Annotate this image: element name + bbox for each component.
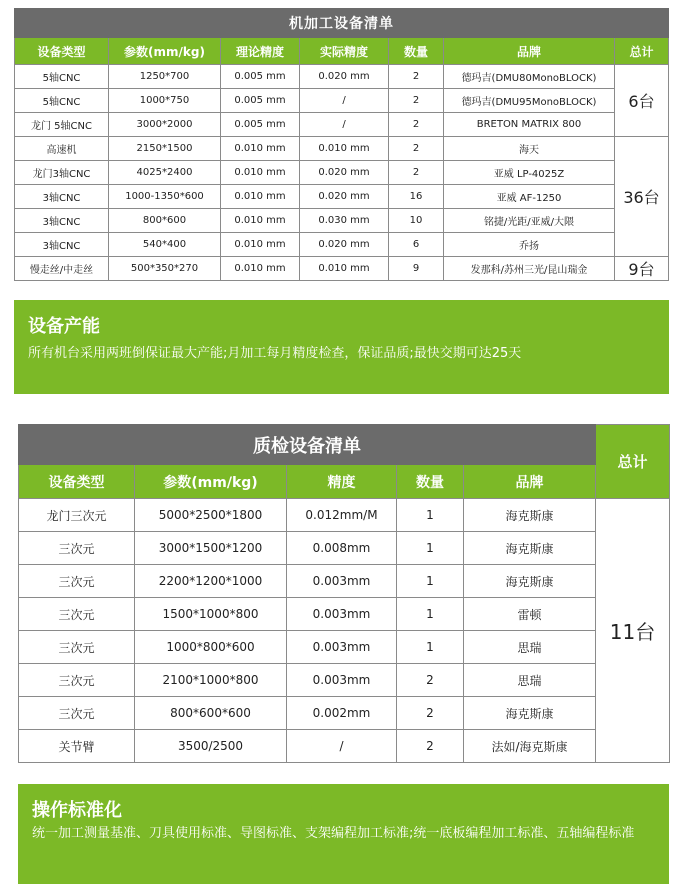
table-cell: 0.020 mm: [300, 185, 389, 209]
table-cell: 1250*700: [109, 65, 221, 89]
table-cell: 0.005 mm: [221, 65, 300, 89]
table-cell: 2: [397, 664, 464, 697]
table-cell: /: [287, 730, 397, 763]
table-cell: 德玛吉(DMU95MonoBLOCK): [444, 89, 615, 113]
total-cell: 11台: [596, 499, 670, 763]
table-cell: 法如/海克斯康: [464, 730, 596, 763]
table-cell: 0.020 mm: [300, 233, 389, 257]
capacity-banner: [14, 300, 669, 394]
table-cell: 5轴CNC: [15, 89, 109, 113]
table-cell: 0.003mm: [287, 664, 397, 697]
table-cell: 5000*2500*1800: [135, 499, 287, 532]
table-cell: 3500/2500: [135, 730, 287, 763]
table-cell: 0.010 mm: [221, 137, 300, 161]
table-cell: 0.020 mm: [300, 161, 389, 185]
table-row: [19, 664, 670, 697]
table-cell: 0.010 mm: [221, 161, 300, 185]
table-row: [15, 113, 669, 137]
column-header: 设备类型: [15, 38, 109, 65]
column-header: 总计: [615, 38, 669, 65]
table-cell: 0.010 mm: [221, 185, 300, 209]
table-cell: 思瑞: [464, 664, 596, 697]
table-cell: 龙门三次元: [19, 499, 135, 532]
table-cell: 三次元: [19, 664, 135, 697]
column-header: 理论精度: [221, 38, 300, 65]
table-cell: 0.008mm: [287, 532, 397, 565]
column-header: 精度: [287, 465, 397, 499]
table-cell: /: [300, 113, 389, 137]
table-cell: 0.020 mm: [300, 65, 389, 89]
table-cell: 3轴CNC: [15, 209, 109, 233]
machining-table-title: 机加工设备清单: [15, 9, 669, 38]
table-cell: 2: [389, 113, 444, 137]
table-row: [15, 233, 669, 257]
table-cell: 5轴CNC: [15, 65, 109, 89]
total-cell: 6台: [615, 65, 669, 137]
qc-total-header: 总计: [596, 425, 670, 499]
table-cell: 海克斯康: [464, 565, 596, 598]
table-cell: 0.030 mm: [300, 209, 389, 233]
table-cell: 慢走丝/中走丝: [15, 257, 109, 281]
column-header: 数量: [397, 465, 464, 499]
table-row: [15, 185, 669, 209]
column-header: 品牌: [444, 38, 615, 65]
total-cell: 36台: [615, 137, 669, 257]
table-cell: 1: [397, 565, 464, 598]
table-cell: 2: [389, 65, 444, 89]
table-cell: 2100*1000*800: [135, 664, 287, 697]
table-cell: 500*350*270: [109, 257, 221, 281]
table-cell: 高速机: [15, 137, 109, 161]
qc-table-header: [19, 465, 670, 499]
table-cell: 1: [397, 598, 464, 631]
table-cell: 龙门 5轴CNC: [15, 113, 109, 137]
table-cell: 3000*2000: [109, 113, 221, 137]
table-cell: 2: [389, 137, 444, 161]
table-cell: 4025*2400: [109, 161, 221, 185]
table-cell: 1: [397, 499, 464, 532]
table-cell: 0.005 mm: [221, 89, 300, 113]
table-cell: 1000-1350*600: [109, 185, 221, 209]
table-cell: 亚威 AF-1250: [444, 185, 615, 209]
capacity-description: 所有机台采用两班倒保证最大产能;月加工每月精度检查，保证品质;最快交期可达25天: [28, 346, 522, 361]
table-cell: 2: [389, 161, 444, 185]
table-cell: 540*400: [109, 233, 221, 257]
table-cell: 0.010 mm: [221, 209, 300, 233]
table-cell: 亚威 LP-4025Z: [444, 161, 615, 185]
table-row: [19, 565, 670, 598]
table-cell: 0.002mm: [287, 697, 397, 730]
table-cell: 2150*1500: [109, 137, 221, 161]
table-row: [15, 65, 669, 89]
table-cell: 0.010 mm: [221, 233, 300, 257]
table-cell: 9: [389, 257, 444, 281]
machining-table-header: [15, 38, 669, 65]
table-cell: 0.003mm: [287, 631, 397, 664]
column-header: 品牌: [464, 465, 596, 499]
table-cell: 0.010 mm: [300, 257, 389, 281]
table-row: [19, 697, 670, 730]
table-cell: 1: [397, 532, 464, 565]
table-cell: 海克斯康: [464, 532, 596, 565]
table-cell: 海克斯康: [464, 697, 596, 730]
table-cell: 龙门3轴CNC: [15, 161, 109, 185]
table-cell: 0.010 mm: [221, 257, 300, 281]
standard-description: 统一加工测量基准、刀具使用标准、导图标准、支架编程加工标准;统一底板编程加工标准、五轴编程标准: [32, 826, 635, 841]
table-cell: 2: [397, 730, 464, 763]
table-row: [19, 730, 670, 763]
column-header: 设备类型: [19, 465, 135, 499]
table-row: [15, 137, 669, 161]
table-cell: 铭捷/光距/亚威/大隈: [444, 209, 615, 233]
column-header: 数量: [389, 38, 444, 65]
machining-table: [14, 8, 669, 281]
table-cell: 三次元: [19, 532, 135, 565]
table-row: [19, 532, 670, 565]
qc-table-title: 质检设备清单: [19, 425, 596, 465]
capacity-title: 设备产能: [28, 316, 100, 337]
table-cell: 10: [389, 209, 444, 233]
table-row: [19, 598, 670, 631]
table-cell: 2: [389, 89, 444, 113]
column-header: 参数(mm/kg): [135, 465, 287, 499]
table-cell: 三次元: [19, 598, 135, 631]
table-cell: 乔扬: [444, 233, 615, 257]
qc-table: [18, 424, 670, 763]
table-row: [15, 161, 669, 185]
table-cell: 800*600: [109, 209, 221, 233]
column-header: 参数(mm/kg): [109, 38, 221, 65]
table-cell: 0.003mm: [287, 598, 397, 631]
table-cell: 800*600*600: [135, 697, 287, 730]
standard-banner: [18, 784, 669, 884]
table-cell: 三次元: [19, 697, 135, 730]
standard-title: 操作标准化: [32, 800, 122, 821]
table-cell: 1000*800*600: [135, 631, 287, 664]
table-row: [15, 89, 669, 113]
table-row: [15, 257, 669, 281]
table-cell: 3轴CNC: [15, 185, 109, 209]
table-cell: 三次元: [19, 565, 135, 598]
table-cell: 1000*750: [109, 89, 221, 113]
table-row: [19, 631, 670, 664]
table-cell: 1: [397, 631, 464, 664]
table-row: [15, 209, 669, 233]
table-cell: 3轴CNC: [15, 233, 109, 257]
table-cell: 0.012mm/M: [287, 499, 397, 532]
table-cell: 关节臂: [19, 730, 135, 763]
table-cell: 三次元: [19, 631, 135, 664]
table-cell: 海克斯康: [464, 499, 596, 532]
table-cell: 0.005 mm: [221, 113, 300, 137]
table-cell: 2200*1200*1000: [135, 565, 287, 598]
table-cell: 3000*1500*1200: [135, 532, 287, 565]
table-cell: 1500*1000*800: [135, 598, 287, 631]
table-cell: 德玛吉(DMU80MonoBLOCK): [444, 65, 615, 89]
table-cell: 16: [389, 185, 444, 209]
total-cell: 9台: [615, 257, 669, 281]
table-cell: /: [300, 89, 389, 113]
table-cell: 6: [389, 233, 444, 257]
table-cell: 0.003mm: [287, 565, 397, 598]
table-cell: 雷顿: [464, 598, 596, 631]
table-cell: 2: [397, 697, 464, 730]
table-cell: 海天: [444, 137, 615, 161]
table-cell: 思瑞: [464, 631, 596, 664]
table-cell: 发那科/苏州三光/昆山瑞金: [444, 257, 615, 281]
column-header: 实际精度: [300, 38, 389, 65]
table-cell: 0.010 mm: [300, 137, 389, 161]
table-row: [19, 499, 670, 532]
table-cell: BRETON MATRIX 800: [444, 113, 615, 137]
